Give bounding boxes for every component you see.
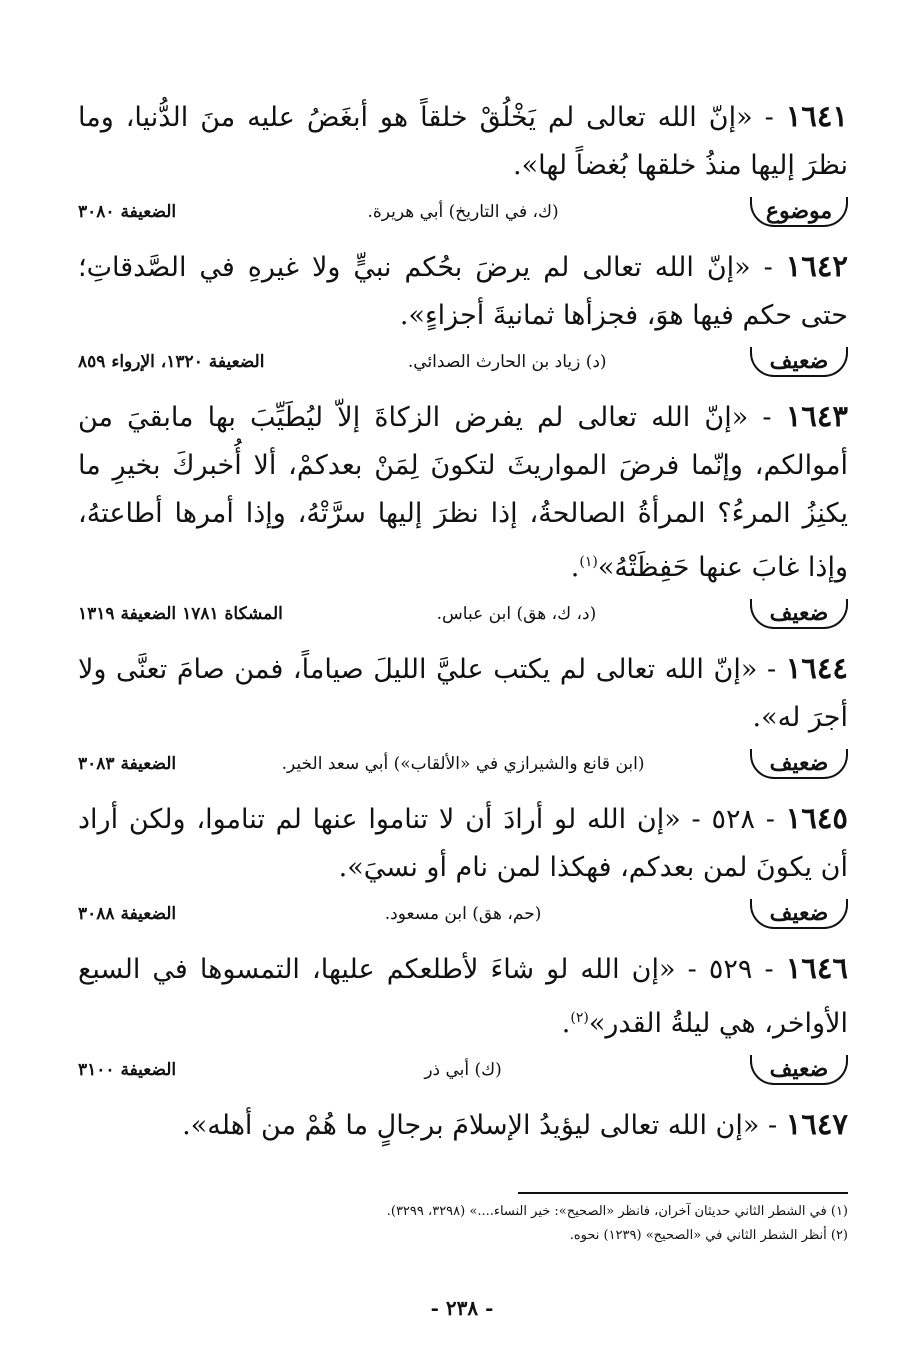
hadith-source: (ك، في التاريخ) أبي هريرة. [367, 202, 559, 222]
footnote-marker[interactable]: (١) [579, 554, 598, 570]
hadith-number: ١٦٤٧ [785, 1107, 848, 1141]
hadith-text: - «إن الله تعالى ليؤيدُ الإسلامَ برجالٍ ما هُمْ من أهله». [182, 1110, 778, 1141]
footnotes [78, 1192, 848, 1248]
grade-badge: ضعيف [750, 1055, 848, 1085]
hadith-text: - «إنّ الله تعالى لم يرضَ بحُكم نبيٍّ ولا غيرهِ في الصَّدقاتِ؛ حتى حكم فيها هوَ، فجزأها ثمانيةَ أجزاءٍ». [78, 252, 848, 331]
hadith-entry [78, 944, 848, 1092]
hadith-text-block [78, 242, 848, 340]
hadith-source: (ك) أبي ذر [424, 1060, 502, 1080]
grade-badge: ضعيف [750, 749, 848, 779]
hadith-reference: الضعيفة ٣١٠٠ [78, 1060, 177, 1080]
hadith-source: (ابن قانع والشيرازي في «الألقاب») أبي سعد الخير. [281, 754, 645, 774]
hadith-reference: الضعيفة ٣٠٨٣ [78, 754, 177, 774]
grade-badge: ضعيف [750, 347, 848, 377]
hadith-text: - ٥٢٩ - «إن الله لو شاءَ لأطلعكم عليها، التمسوها في السبع الأواخر، هي ليلةُ القدر» [78, 954, 848, 1039]
page-body [78, 92, 848, 1322]
hadith-source: (حم، هق) ابن مسعود. [384, 904, 542, 924]
hadith-number: ١٦٤٦ [785, 951, 848, 985]
source-line [78, 190, 848, 234]
hadith-text-block [78, 644, 848, 742]
hadith-number: ١٦٤٤ [785, 651, 848, 685]
hadith-reference: الضعيفة ٣٠٨٨ [78, 904, 177, 924]
hadith-entry [78, 1100, 848, 1150]
footnote-divider [518, 1192, 848, 1194]
source-line [78, 742, 848, 786]
source-line [78, 892, 848, 936]
hadith-number: ١٦٤٣ [785, 399, 848, 433]
hadith-number: ١٦٤٢ [785, 249, 848, 283]
hadith-entry [78, 242, 848, 384]
hadith-text-block [78, 1100, 848, 1150]
grade-badge: ضعيف [750, 599, 848, 629]
grade-badge: موضوع [750, 197, 848, 227]
hadith-text-block [78, 92, 848, 190]
hadith-entry [78, 644, 848, 786]
hadith-text-block: ١٦٤٦ - ٥٢٩ - «إن الله لو شاءَ لأطلعكم عليها، التمسوها في السبع الأواخر، هي ليلةُ القدر»$^{(٢)}$. [78, 951, 848, 1039]
hadith-text-block: ١٦٤٣ - «إنّ الله تعالى لم يفرض الزكاةَ إلاّ ليُطَيِّبَ بها مابقيَ من أموالكم، وإنّما فرضَ المواريثَ لتكونَ لِمَنْ بعدكمْ، ألا أُخبركَ بخيرِ ما يكنِزُ المرءُ؟ المرأةُ الصالحةُ، إذا نظرَ إليها سرَّتْهُ، وإذا أمرها أطاعتهُ، وإذا غابَ عنها حَفِظَتْهُ»$^{(١)}$. [78, 399, 848, 583]
hadith-entry [78, 92, 848, 234]
hadith-text-block [78, 794, 848, 892]
hadith-text: - «إنّ الله تعالى لم يفرض الزكاةَ إلاّ ليُطَيِّبَ بها مابقيَ من أموالكم، وإنّما فرضَ المواريثَ لتكونَ لِمَنْ بعدكمْ، ألا أُخبركَ بخيرِ ما يكنِزُ المرءُ؟ المرأةُ الصالحةُ، إذا نظرَ إليها سرَّتْهُ، وإذا أمرها أطاعتهُ، وإذا غابَ عنها حَفِظَتْهُ» [78, 402, 848, 583]
hadith-reference: المشكاة ١٧٨١ الضعيفة ١٣١٩ [78, 604, 283, 624]
hadith-text: - «إنّ الله تعالى لم يَخْلُقْ خلقاً هو أبغَضُ عليه منَ الدُّنيا، وما نظرَ إليها منذُ خلقها بُغضاً لها». [78, 102, 848, 181]
hadith-source: (د) زياد بن الحارث الصدائي. [407, 352, 607, 372]
source-line [78, 592, 848, 636]
hadith-reference: الضعيفة ٣٠٨٠ [78, 202, 177, 222]
footnote-item: (١) في الشطر الثاني حديثان آخران، فانظر «الصحيح»: خير النساء....» (٣٢٩٨، ٣٢٩٩). [386, 1204, 848, 1219]
hadith-entry [78, 392, 848, 636]
page-number: - ٢٣٨ - [430, 1296, 494, 1320]
hadith-source: (د، ك، هق) ابن عباس. [436, 604, 597, 624]
footnote-marker[interactable]: (٢) [570, 1010, 589, 1026]
source-line [78, 1048, 848, 1092]
hadith-text: - ٥٢٨ - «إن الله لو أرادَ أن لا تناموا عنها لم تناموا، ولكن أراد أن يكونَ لمن بعدكم، فهكذا لمن نام أو نسيَ». [78, 804, 848, 883]
source-line [78, 340, 848, 384]
hadith-text: - «إنّ الله تعالى لم يكتب عليَّ الليلَ صياماً، فمن صامَ تعنَّى ولا أجرَ له». [78, 654, 848, 733]
hadith-reference: الضعيفة ١٣٢٠، الإرواء ٨٥٩ [78, 352, 265, 372]
footnote-item: (٢) أنظر الشطر الثاني في «الصحيح» (١٢٣٩) نحوه. [569, 1228, 848, 1243]
hadith-number: ١٦٤١ [785, 99, 848, 133]
hadith-number: ١٦٤٥ [785, 801, 848, 835]
hadith-entry [78, 794, 848, 936]
grade-badge: ضعيف [750, 899, 848, 929]
